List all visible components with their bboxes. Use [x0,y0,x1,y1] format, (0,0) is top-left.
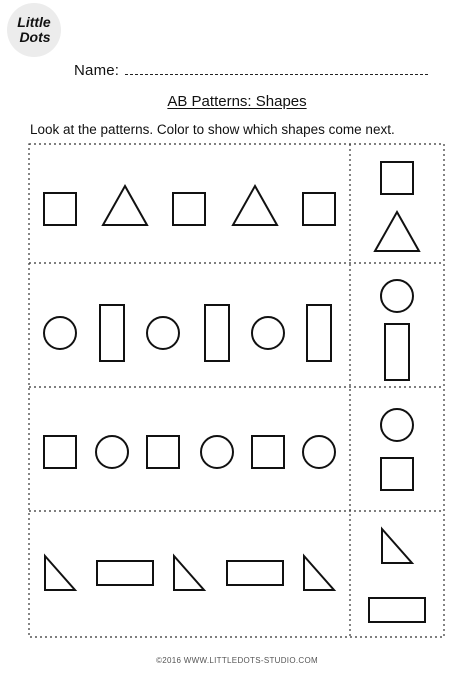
circle-shape[interactable] [201,436,233,468]
worksheet-title: AB Patterns: Shapes [167,93,307,110]
instructions-text: Look at the patterns. Color to show which shapes come next. [30,122,395,137]
triangle-shape[interactable] [233,186,277,225]
square-shape[interactable] [303,193,335,225]
footer-copyright: ©2016 WWW.LITTLEDOTS-STUDIO.COM [156,656,318,665]
name-label: Name: [74,62,120,79]
square-shape[interactable] [147,436,179,468]
right-triangle-shape[interactable] [382,529,412,563]
square-shape[interactable] [44,193,76,225]
wide-rectangle-shape[interactable] [97,561,153,585]
circle-shape[interactable] [303,436,335,468]
circle-shape[interactable] [147,317,179,349]
tall-rectangle-shape[interactable] [385,324,409,380]
tall-rectangle-shape[interactable] [100,305,124,361]
square-shape[interactable] [381,458,413,490]
square-shape[interactable] [252,436,284,468]
right-triangle-shape[interactable] [174,556,204,590]
square-shape[interactable] [381,162,413,194]
circle-shape[interactable] [381,409,413,441]
wide-rectangle-shape[interactable] [227,561,283,585]
triangle-shape[interactable] [103,186,147,225]
square-shape[interactable] [44,436,76,468]
circle-shape[interactable] [44,317,76,349]
triangle-shape[interactable] [375,212,419,251]
circle-shape[interactable] [381,280,413,312]
square-shape[interactable] [173,193,205,225]
circle-shape[interactable] [252,317,284,349]
wide-rectangle-shape[interactable] [369,598,425,622]
circle-shape[interactable] [96,436,128,468]
right-triangle-shape[interactable] [304,556,334,590]
tall-rectangle-shape[interactable] [205,305,229,361]
logo-text-line2: Dots [19,29,51,45]
logo-text-line1: Little [17,14,51,30]
tall-rectangle-shape[interactable] [307,305,331,361]
right-triangle-shape[interactable] [45,556,75,590]
